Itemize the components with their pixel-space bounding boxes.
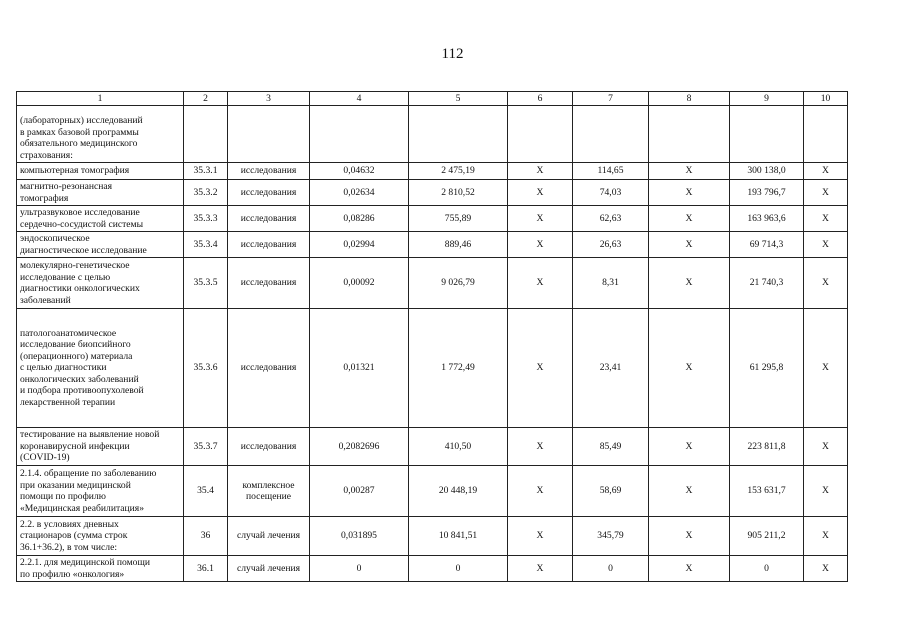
row-unit-text: случай лечения bbox=[236, 530, 301, 542]
row-unit-cell bbox=[228, 163, 310, 180]
col7-cell bbox=[573, 517, 649, 556]
column-header: 6 bbox=[508, 92, 573, 106]
table-row bbox=[17, 163, 848, 180]
table-row bbox=[17, 206, 848, 232]
row-code-text: 35.3.3 bbox=[193, 212, 218, 224]
row-name-text: компьютерная томография bbox=[20, 165, 130, 177]
col9-cell bbox=[730, 428, 804, 466]
col5-text: 1 772,49 bbox=[441, 362, 475, 374]
col10-text: Х bbox=[822, 277, 829, 289]
col10-cell bbox=[804, 428, 848, 466]
col5-cell bbox=[409, 466, 508, 517]
column-header: 9 bbox=[730, 92, 804, 106]
col5-cell bbox=[409, 556, 508, 582]
col4-cell bbox=[310, 556, 409, 582]
col10-cell bbox=[804, 163, 848, 180]
col6-text: Х bbox=[536, 440, 544, 452]
row-unit-text: комплексное посещение bbox=[242, 479, 295, 502]
row-name-cell bbox=[17, 258, 184, 309]
col6-cell bbox=[508, 232, 573, 258]
col8-cell bbox=[649, 163, 730, 180]
table-row bbox=[17, 232, 848, 258]
col4-cell bbox=[310, 163, 409, 180]
col7-cell bbox=[573, 428, 649, 466]
col4-cell bbox=[310, 258, 409, 309]
col9-cell bbox=[730, 163, 804, 180]
col10-text: Х bbox=[822, 562, 829, 574]
col9-cell bbox=[730, 556, 804, 582]
table-row bbox=[17, 106, 848, 163]
col4-text: 0,00287 bbox=[343, 485, 375, 497]
col6-text: Х bbox=[536, 485, 544, 497]
col10-cell bbox=[804, 106, 848, 163]
row-name-text: 2.1.4. обращение по заболеванию при оказании медицинской помощи по профилю «Медицинская реабилитация» bbox=[20, 468, 157, 514]
row-unit-text: исследования bbox=[240, 212, 297, 224]
table-row bbox=[17, 309, 848, 428]
col5-text: 2 810,52 bbox=[441, 186, 475, 198]
col4-text: 0 bbox=[356, 562, 362, 574]
row-unit-cell bbox=[228, 309, 310, 428]
row-name-cell bbox=[17, 466, 184, 517]
table-row bbox=[17, 556, 848, 582]
page-number: 112 bbox=[441, 46, 464, 62]
row-code-text: 35.3.7 bbox=[193, 440, 218, 452]
row-code-text: 35.3.2 bbox=[193, 186, 218, 198]
col10-text: Х bbox=[822, 238, 829, 250]
col5-cell bbox=[409, 258, 508, 309]
col5-text: 10 841,51 bbox=[438, 530, 478, 542]
row-code-text: 36 bbox=[200, 530, 211, 542]
row-unit-text: исследования bbox=[240, 165, 297, 177]
row-unit-cell bbox=[228, 517, 310, 556]
col7-text: 8,31 bbox=[602, 277, 619, 289]
row-name-cell bbox=[17, 556, 184, 582]
row-unit-cell bbox=[228, 232, 310, 258]
row-code-cell bbox=[184, 258, 228, 309]
table-row bbox=[17, 517, 848, 556]
col9-cell bbox=[730, 206, 804, 232]
col5-cell bbox=[409, 428, 508, 466]
col9-cell bbox=[730, 106, 804, 163]
row-name-text: 2.2.1. для медицинской помощи по профилю «онкология» bbox=[20, 557, 150, 580]
col4-text: 0,02634 bbox=[343, 186, 375, 198]
row-name-cell bbox=[17, 232, 184, 258]
row-code-cell bbox=[184, 517, 228, 556]
col6-text: Х bbox=[536, 186, 544, 198]
table-row bbox=[17, 428, 848, 466]
col8-cell bbox=[649, 232, 730, 258]
row-code-text: 35.3.4 bbox=[193, 238, 218, 250]
col8-cell bbox=[649, 556, 730, 582]
col5-text: 410,50 bbox=[444, 440, 472, 452]
col6-cell bbox=[508, 517, 573, 556]
col4-cell bbox=[310, 106, 409, 163]
col10-cell bbox=[804, 556, 848, 582]
row-unit-text: случай лечения bbox=[236, 562, 301, 574]
row-unit-text: исследования bbox=[240, 186, 297, 198]
row-name-text: 2.2. в условиях дневных стационаров (сумма строк 36.1+36.2), в том числе: bbox=[20, 518, 128, 553]
row-name-text: магнитно-резонансная томография bbox=[20, 181, 113, 204]
col7-text: 0 bbox=[608, 562, 613, 574]
col4-text: 0,01321 bbox=[343, 362, 375, 374]
row-code-cell bbox=[184, 206, 228, 232]
col6-text: Х bbox=[536, 562, 544, 574]
row-unit-cell bbox=[228, 466, 310, 517]
col5-cell bbox=[409, 106, 508, 163]
row-unit-text: исследования bbox=[240, 277, 297, 289]
col4-text: 0,08286 bbox=[343, 212, 375, 224]
col10-text: Х bbox=[822, 362, 829, 374]
col5-text: 0 bbox=[455, 562, 461, 574]
col9-cell bbox=[730, 517, 804, 556]
column-header: 5 bbox=[409, 92, 508, 106]
row-code-text: 35.3.6 bbox=[193, 362, 218, 374]
col8-text: Х bbox=[685, 440, 693, 452]
col8-cell bbox=[649, 466, 730, 517]
col9-text: 21 740,3 bbox=[749, 277, 784, 289]
row-name-cell bbox=[17, 106, 184, 163]
column-header: 8 bbox=[649, 92, 730, 106]
col6-text: Х bbox=[536, 165, 544, 177]
col10-text: Х bbox=[822, 186, 829, 198]
col4-text: 0,031895 bbox=[341, 530, 377, 542]
col4-cell bbox=[310, 309, 409, 428]
col6-text: Х bbox=[536, 238, 544, 250]
header-row bbox=[17, 92, 848, 106]
row-unit-cell bbox=[228, 106, 310, 163]
column-header: 4 bbox=[310, 92, 409, 106]
col6-cell bbox=[508, 309, 573, 428]
col10-cell bbox=[804, 466, 848, 517]
col5-text: 755,89 bbox=[444, 212, 472, 224]
col7-cell bbox=[573, 232, 649, 258]
col8-text: Х bbox=[685, 212, 693, 224]
row-name-cell bbox=[17, 517, 184, 556]
col8-text: Х bbox=[685, 277, 693, 289]
row-name-cell bbox=[17, 309, 184, 428]
col10-text: Х bbox=[822, 165, 829, 177]
col6-cell bbox=[508, 556, 573, 582]
row-unit-text: исследования bbox=[240, 362, 297, 374]
row-code-cell bbox=[184, 232, 228, 258]
col5-cell bbox=[409, 163, 508, 180]
col7-cell bbox=[573, 180, 649, 206]
row-code-cell bbox=[184, 466, 228, 517]
col5-cell bbox=[409, 517, 508, 556]
col4-text: 0,02994 bbox=[343, 238, 375, 250]
col6-text: Х bbox=[536, 362, 544, 374]
row-unit-text: исследования bbox=[240, 238, 297, 250]
col7-cell bbox=[573, 556, 649, 582]
row-unit-cell bbox=[228, 428, 310, 466]
col7-text: 26,63 bbox=[599, 238, 622, 250]
col9-text: 193 796,7 bbox=[747, 186, 786, 198]
col6-cell bbox=[508, 180, 573, 206]
column-header: 10 bbox=[804, 92, 848, 106]
col5-cell bbox=[409, 309, 508, 428]
col10-cell bbox=[804, 180, 848, 206]
col7-cell bbox=[573, 163, 649, 180]
col8-cell bbox=[649, 180, 730, 206]
row-unit-text: исследования bbox=[240, 440, 297, 452]
column-header: 3 bbox=[228, 92, 310, 106]
row-unit-cell bbox=[228, 180, 310, 206]
row-name-cell bbox=[17, 428, 184, 466]
row-code-text: 35.3.1 bbox=[193, 165, 218, 177]
col8-cell bbox=[649, 428, 730, 466]
column-header: 1 bbox=[17, 92, 184, 106]
col9-text: 905 211,2 bbox=[747, 530, 786, 542]
table-row bbox=[17, 258, 848, 309]
col6-cell bbox=[508, 206, 573, 232]
row-code-cell bbox=[184, 556, 228, 582]
col5-text: 9 026,79 bbox=[441, 277, 475, 289]
col7-cell bbox=[573, 466, 649, 517]
row-name-text: эндоскопическое диагностическое исследование bbox=[20, 233, 147, 256]
row-name-text: (лабораторных) исследований в рамках базовой программы обязательного медицинского страхования: bbox=[20, 115, 143, 161]
col4-text: 0,2082696 bbox=[338, 440, 380, 452]
col9-cell bbox=[730, 466, 804, 517]
col10-text: Х bbox=[822, 485, 829, 497]
col8-cell bbox=[649, 206, 730, 232]
col10-text: Х bbox=[822, 212, 829, 224]
col10-cell bbox=[804, 517, 848, 556]
col4-cell bbox=[310, 428, 409, 466]
col9-cell bbox=[730, 309, 804, 428]
col10-text: Х bbox=[822, 530, 829, 542]
col7-cell bbox=[573, 258, 649, 309]
row-code-text: 35.4 bbox=[197, 485, 214, 497]
row-unit-cell bbox=[228, 258, 310, 309]
col5-text: 2 475,19 bbox=[441, 165, 475, 177]
col6-text: Х bbox=[536, 530, 544, 542]
col7-cell bbox=[573, 206, 649, 232]
col9-text: 69 714,3 bbox=[749, 238, 784, 250]
col10-cell bbox=[804, 258, 848, 309]
table-row bbox=[17, 180, 848, 206]
col10-cell bbox=[804, 232, 848, 258]
col10-cell bbox=[804, 206, 848, 232]
row-name-text: тестирование на выявление новой коронавирусной инфекции (COVID-19) bbox=[20, 429, 160, 464]
col7-text: 74,03 bbox=[599, 186, 622, 198]
col4-cell bbox=[310, 232, 409, 258]
col8-text: Х bbox=[685, 362, 693, 374]
col7-text: 345,79 bbox=[597, 530, 624, 542]
row-unit-cell bbox=[228, 206, 310, 232]
col5-text: 20 448,19 bbox=[438, 485, 478, 497]
col7-text: 85,49 bbox=[599, 440, 622, 452]
row-code-cell bbox=[184, 163, 228, 180]
col8-text: Х bbox=[685, 530, 693, 542]
col7-cell bbox=[573, 106, 649, 163]
row-name-text: ультразвуковое исследование сердечно-сосудистой системы bbox=[20, 207, 144, 230]
col8-cell bbox=[649, 106, 730, 163]
col5-cell bbox=[409, 180, 508, 206]
col10-text: Х bbox=[822, 440, 829, 452]
row-name-text: молекулярно-генетическое исследование с целью диагностики онкологических заболеваний bbox=[20, 260, 140, 306]
row-unit-cell bbox=[228, 556, 310, 582]
col9-cell bbox=[730, 180, 804, 206]
col8-cell bbox=[649, 309, 730, 428]
column-header: 2 bbox=[184, 92, 228, 106]
row-code-cell bbox=[184, 309, 228, 428]
row-code-text: 36.1 bbox=[197, 562, 214, 574]
col4-text: 0,00092 bbox=[343, 277, 375, 289]
col4-cell bbox=[310, 180, 409, 206]
column-header: 7 bbox=[573, 92, 649, 106]
col6-cell bbox=[508, 466, 573, 517]
col9-cell bbox=[730, 258, 804, 309]
col6-cell bbox=[508, 106, 573, 163]
row-name-cell bbox=[17, 163, 184, 180]
col8-text: Х bbox=[685, 186, 693, 198]
row-name-cell bbox=[17, 180, 184, 206]
report-table bbox=[16, 91, 848, 582]
col7-cell bbox=[573, 309, 649, 428]
col6-text: Х bbox=[536, 212, 544, 224]
col4-cell bbox=[310, 517, 409, 556]
col6-cell bbox=[508, 428, 573, 466]
row-code-cell bbox=[184, 180, 228, 206]
col5-cell bbox=[409, 206, 508, 232]
col9-text: 61 295,8 bbox=[749, 362, 784, 374]
col8-cell bbox=[649, 258, 730, 309]
row-code-cell bbox=[184, 428, 228, 466]
col9-text: 300 138,0 bbox=[747, 165, 786, 177]
col9-cell bbox=[730, 232, 804, 258]
row-name-text: патологоанатомическое исследование биопсийного (операционного) материала с целью диагностики онкологических заболеваний и подбора противоопухолевой лекарственной терапии bbox=[20, 327, 144, 408]
col9-text: 0 bbox=[764, 562, 769, 574]
col4-cell bbox=[310, 206, 409, 232]
col5-text: 889,46 bbox=[444, 238, 472, 250]
col7-text: 23,41 bbox=[599, 362, 622, 374]
table-row bbox=[17, 466, 848, 517]
col8-cell bbox=[649, 517, 730, 556]
col6-cell bbox=[508, 163, 573, 180]
row-name-cell bbox=[17, 206, 184, 232]
col8-text: Х bbox=[685, 562, 693, 574]
col7-text: 114,65 bbox=[597, 165, 624, 177]
col5-cell bbox=[409, 232, 508, 258]
col9-text: 223 811,8 bbox=[747, 440, 786, 452]
row-code-cell bbox=[184, 106, 228, 163]
col8-text: Х bbox=[685, 238, 693, 250]
col6-cell bbox=[508, 258, 573, 309]
table-body bbox=[17, 106, 848, 582]
col9-text: 153 631,7 bbox=[747, 485, 786, 497]
col4-cell bbox=[310, 466, 409, 517]
row-code-text: 35.3.5 bbox=[193, 277, 218, 289]
col9-text: 163 963,6 bbox=[747, 212, 786, 224]
col4-text: 0,04632 bbox=[343, 165, 375, 177]
col10-cell bbox=[804, 309, 848, 428]
col7-text: 62,63 bbox=[599, 212, 622, 224]
col7-text: 58,69 bbox=[599, 485, 622, 497]
col8-text: Х bbox=[685, 165, 693, 177]
col8-text: Х bbox=[685, 485, 693, 497]
col6-text: Х bbox=[536, 277, 544, 289]
